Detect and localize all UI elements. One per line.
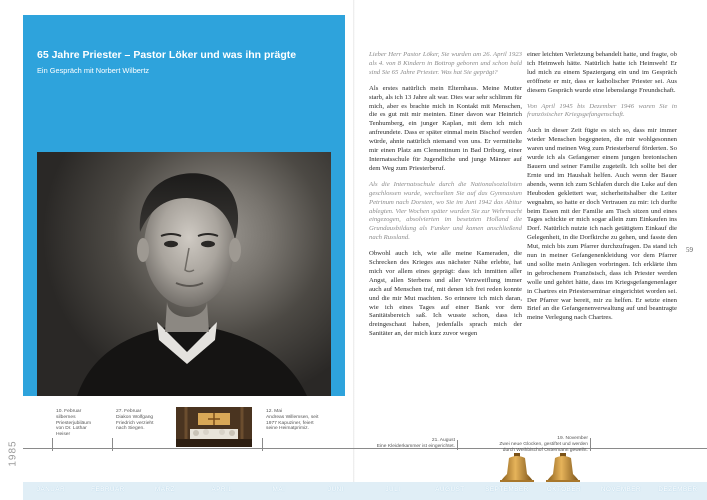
priest-portrait-illustration bbox=[37, 152, 331, 396]
chapel-illustration bbox=[176, 407, 252, 447]
event-text: seine Heimatprimiz. bbox=[266, 426, 309, 432]
event-text: Priesterjubiläum bbox=[56, 420, 92, 426]
bell-icon bbox=[500, 453, 534, 483]
event-text: Eine Kleiderkammer ist eingerichtet. bbox=[376, 443, 455, 449]
timeline-event-may-12 bbox=[266, 409, 328, 432]
month-label: JANUAR bbox=[36, 486, 66, 493]
article-subtitle: Ein Gespräch mit Norbert Wilbertz bbox=[37, 66, 150, 75]
event-date: 21. August bbox=[431, 438, 455, 443]
portrait-photo bbox=[37, 152, 331, 396]
month-label: JULI bbox=[385, 486, 401, 493]
interview-question: Lieber Herr Pastor Löker, Sie wurden am 26. April 1923 als 4. von 8 Kindern in Bottrop geboren und schon bald sind Sie 65 Jahre Priester. Was hat Sie geprägt? bbox=[369, 51, 522, 76]
timeline-tick bbox=[262, 438, 263, 451]
event-text: von Dr. Lothar bbox=[56, 426, 87, 432]
bells-illustration bbox=[481, 452, 589, 484]
month-label: JUNI bbox=[327, 486, 345, 493]
interview-answer: Obwohl auch ich, wie alle meine Kameraden, die Schrecken des Krieges aus nächster Nähe erlebte, hat mich vor allem eines geprägt: dass ich inmitten aller Angst, allen Sterbens und aller Verzweiflung immer auch auf Menschen traf, mit denen ich frei reden konnte und die mir Mut machten. So erinnere ich mich daran, wie ich eines Tages auf einer Bank vor dem Sanitätsbereich saß. Ich wusste schon, dass ich dreingeschaut haben, jedenfalls sprach mich der Sanitäter an, der mich kurz zuvor wegen bbox=[369, 250, 522, 338]
timeline-tick bbox=[52, 438, 53, 451]
event-text: Zwei neue Glocken, gestiftet und werden bbox=[499, 441, 588, 447]
event-text: Heiser bbox=[56, 432, 71, 438]
event-date: 27. Februar bbox=[116, 409, 142, 414]
month-label: MÄRZ bbox=[155, 486, 175, 493]
timeline-event-november-19 bbox=[480, 436, 588, 453]
event-text: nach Siegen. bbox=[116, 426, 145, 432]
month-label: OKTOBER bbox=[546, 486, 582, 493]
event-text: Andreas Willemsen, seit bbox=[266, 414, 319, 420]
event-text: durch Weihbischof Ostermann geweiht. bbox=[502, 447, 588, 453]
month-label: MAI bbox=[272, 486, 286, 493]
timeline-event-august-21 bbox=[355, 438, 455, 450]
timeline-tick bbox=[590, 438, 591, 451]
event-date: 10. Februar bbox=[56, 409, 82, 414]
chapel-photo bbox=[176, 407, 252, 447]
timeline-tick bbox=[112, 438, 113, 451]
event-text: Friedrich verzieht bbox=[116, 420, 154, 426]
interview-answer: Als erstes natürlich mein Elternhaus. Meine Mutter starb, als ich 13 Jahre alt war. Dies war sehr schlimm für mich, aber es brachte mich in Kontakt mit Menschen, die es gut mit mir meinten. Einer davon war Heinrich Tenhumberg, ein junger Kaplan, mit dem ich mich anfreundete. Dass er später einmal mein Bischof werden würde, ahnte natürlich niemand von uns. Er vermittelte mir einen Platz am Clementinum in Bad Driburg, einer Internatsschule für Jugendliche und junge Männer auf dem Weg zum Priesterberuf. bbox=[369, 84, 522, 172]
event-date: 12. Mai bbox=[266, 409, 283, 414]
interview-answer: Auch in dieser Zeit fügte es sich so, dass mir immer wieder Menschen begegneten, die mir wohlgesonnen waren und meinen Weg zum Priesterberuf förderten. So wurde ich als Gefangener einem jungen bretonischen Bauern und seiner Familie zugeteilt. Ich sollte bei der Ernte und im Haushalt helfen. Auch wenn der Bauer abends, wenn ich zum Schlafen durch die Luke auf den Heuboden geklettert war, sicherheitshalber die Leiter wegnahm, so hatte er doch Vertrauen zu mir: ich durfte beim Essen mit der Familie am Tisch sitzen und eines Tages schickte er mich sogar allein zum Einkaufen ins Dorf. Natürlich nutzte ich nach getätigtem Einkauf die Gelegenheit, in die Dorfkirche zu gehen, und fasste den Mut, mich bis zum Pfarrer durchzufragen. Da stand ich nun in meiner Gefangenenkleidung vor dem Pfarrer und sollte mein Anliegen vorbringen. Ich erklärte ihm in gebrochenem Französisch, dass ich Priester werden wolle und gehört hätte, dass im Kriegsgefangenenlager in Chartres ein Priesterseminar eingerichtet worden sei. Der Pfarrer war bereit, mir zu helfen. Er setzte einen Brief an die Gefangenenverwaltung auf und beantragte meine Verlegung nach Chartres. bbox=[527, 127, 677, 322]
interview-answer: einer leichten Verletzung behandelt hatte, und fragte, ob ich Heimweh hätte. Natürlich hatte ich Heimweh! Er lud mich zu einem Spaziergang ein und im Gespräch eröffnete er mir, dass er katholischer Priester sei. Aus diesem Gespräch wurde eine lebenslange Freundschaft. bbox=[527, 51, 677, 94]
article-title: 65 Jahre Priester – Pastor Löker und was ihn prägte bbox=[37, 49, 297, 61]
page-gutter bbox=[353, 0, 355, 500]
timeline-year: 1985 bbox=[7, 440, 19, 467]
month-label: NOVEMBER bbox=[600, 486, 642, 493]
interview-question: Als die Internatsschule durch die Nationalsozialisten geschlossen wurde, wechselten Sie auf das Gymnasium Petrinum nach Dorsten, wo Sie im Juni 1942 das Abitur ablegten. Vier Wochen später wurden Sie zur Wehrmacht eingezogen, absolvierten im besetzten Holland die Grundausbildung als Funker und kamen anschließend nach Russland. bbox=[369, 180, 522, 242]
text-column-1 bbox=[369, 51, 522, 346]
interview-question: Von April 1945 bis Dezember 1946 waren Sie in französischer Kriegsgefangenschaft. bbox=[527, 102, 677, 119]
event-text: silbernes bbox=[56, 414, 76, 420]
event-text: 1977 Kapuziner, feiert bbox=[266, 420, 314, 426]
page-number: 59 bbox=[686, 246, 693, 254]
timeline-tick bbox=[457, 440, 458, 450]
text-column-2 bbox=[527, 51, 677, 330]
event-text: Diakon Wolfgang bbox=[116, 414, 154, 420]
month-label: FEBRUAR bbox=[91, 486, 125, 493]
month-label: DEZEMBER bbox=[658, 486, 698, 493]
month-label: APRIL bbox=[211, 486, 233, 493]
timeline-event-february-10 bbox=[56, 409, 112, 438]
month-label: SEPTEMBER bbox=[485, 486, 529, 493]
event-date: 19. November bbox=[557, 436, 588, 441]
timeline-event-february-27 bbox=[116, 409, 174, 432]
month-label: AUGUST bbox=[435, 486, 465, 493]
bell-icon bbox=[546, 453, 580, 483]
